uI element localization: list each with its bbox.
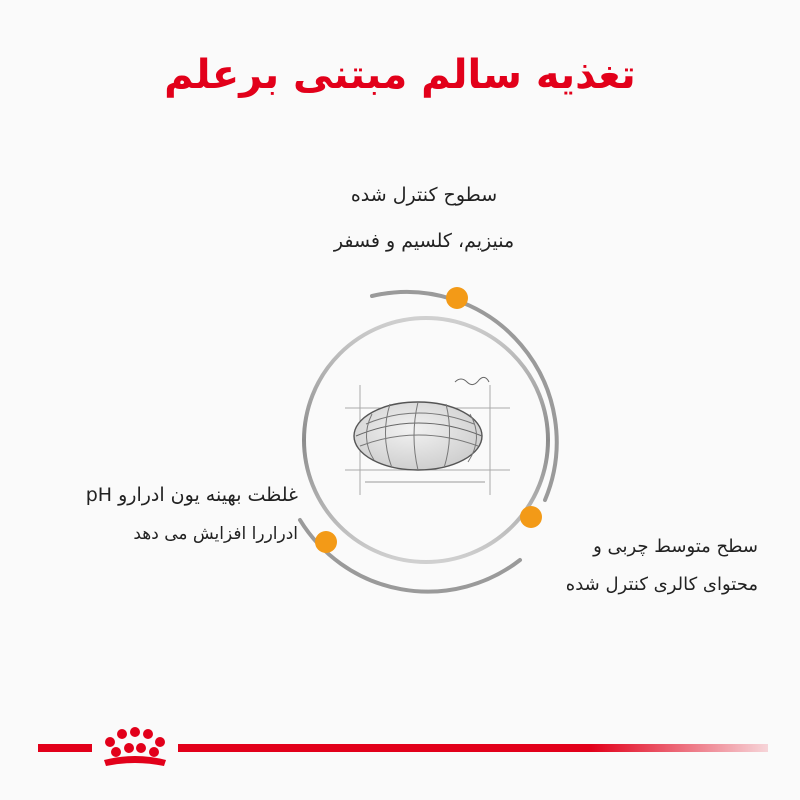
benefit-right-line-1: سطح متوسط چربی و bbox=[593, 536, 758, 557]
benefit-left-line-1: غلظت بهینه یون ادرارو pH bbox=[85, 484, 298, 506]
benefit-left-line-2: ادراررا افزایش می دهد bbox=[133, 524, 298, 544]
orange-dot-left bbox=[315, 531, 337, 553]
benefit-right-line-2: محتوای کالری کنترل شده bbox=[565, 574, 758, 595]
page-title: تغذیه سالم مبتنی برعلم bbox=[164, 52, 636, 98]
footer-bar-right bbox=[178, 744, 768, 752]
footer-bar-left bbox=[38, 744, 92, 752]
benefit-top-line-2: منیزیم، کلسیم و فسفر bbox=[333, 230, 515, 252]
kibble-sketch-icon bbox=[345, 377, 510, 495]
outer-arc-left bbox=[300, 520, 520, 592]
royal-canin-crown-icon bbox=[94, 724, 176, 772]
benefit-top-line-1: سطوح کنترل شده bbox=[350, 184, 498, 206]
orange-dot-right bbox=[520, 506, 542, 528]
orange-dot-top bbox=[446, 287, 468, 309]
